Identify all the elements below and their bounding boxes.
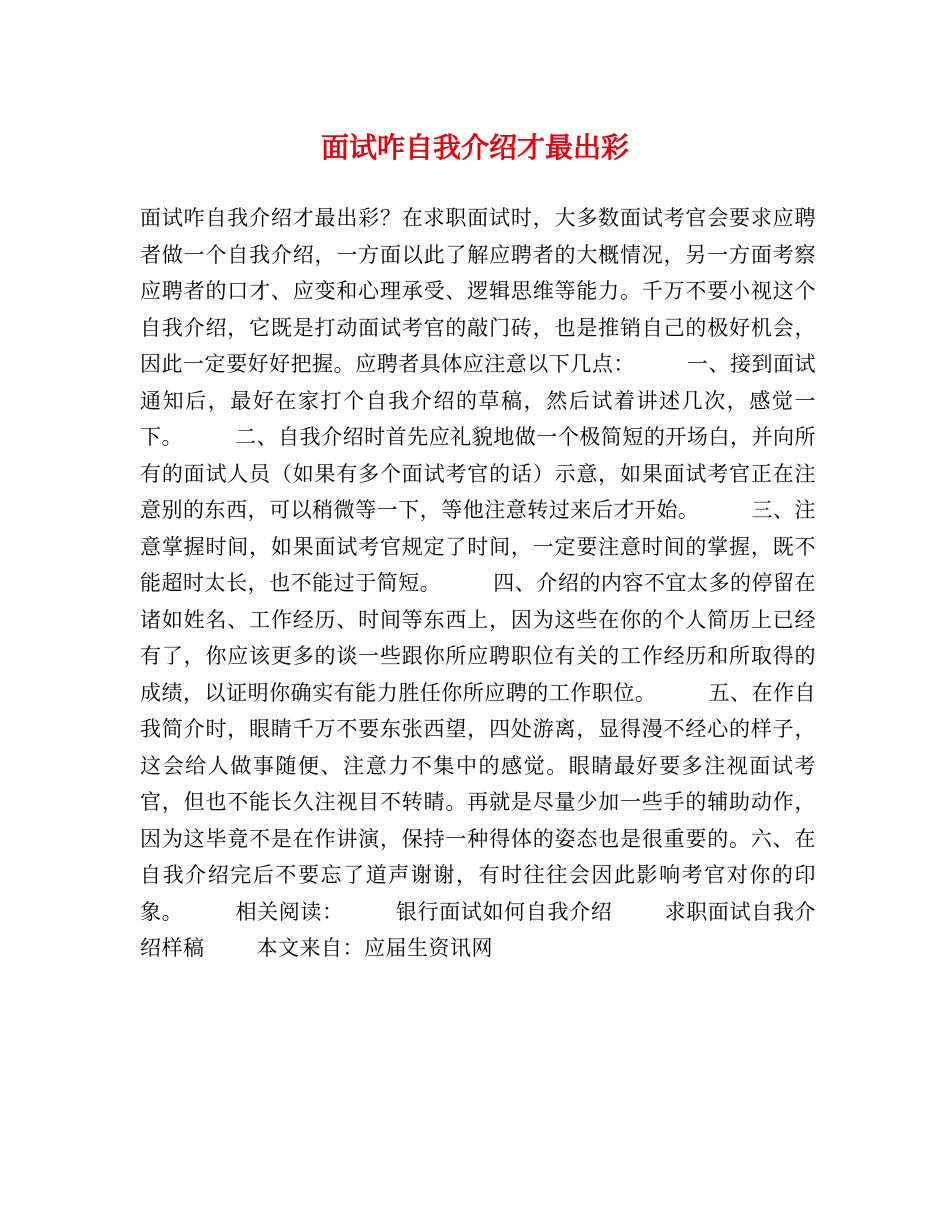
related-link-bank-interview[interactable]: 银行面试如何自我介绍 (395, 899, 613, 924)
point-four: 四、介绍的内容不宜太多的停留在诸如姓名、工作经历、时间等东西上，因为这些在你的个人简历上已经有了，你应该更多的谈一些跟你所应聘职位有关的工作经历和所取得的成绩，以证明你确实有能力胜任你所应聘的工作职位。 (140, 571, 817, 705)
related-reading-label: 相关阅读： (235, 899, 344, 924)
point-two: 二、自我介绍时首先应礼貌地做一个极简短的开场白，并向所有的面试人员（如果有多个面试考官的话）示意，如果面试考官正在注意别的东西，可以稍微等一下，等他注意转过来后才开始。 (140, 425, 817, 522)
source-note: 本文来自：应届生资讯网 (256, 936, 493, 960)
intro-paragraph: 面试咋自我介绍才最出彩？在求职面试时，大多数面试考官会要求应聘者做一个自我介绍，一方面以此了解应聘者的大概情况，另一方面考察应聘者的口才、应变和心理承受、逻辑思维等能力。千万不要小视这个自我介绍，它既是打动面试考官的敲门砖，也是推销自己的极好机会，因此一定要好好把握。应聘者具体应注意以下几点： (140, 206, 816, 376)
point-three: 三、注意掌握时间，如果面试考官规定了时间，一定要注意时间的掌握，既不能超时太长，也不能过于简短。 (140, 498, 817, 595)
article-body (140, 200, 816, 967)
related-link-interview-sample[interactable]: 求职面试自我介绍样稿 (140, 899, 817, 960)
point-five-six: 五、在作自我简介时，眼睛千万不要东张西望，四处游离，显得漫不经心的样子，这会给人做事随便、注意力不集中的感觉。眼睛最好要多注视面试考官，但也不能长久注视目不转睛。再就是尽量少加一些手的辅助动作，因为这毕竟不是在作讲演，保持一种得体的姿态也是很重要的。六、在自我介绍完后不要忘了道声谢谢，有时往往会因此影响考官对你的印象。 (140, 680, 817, 924)
page-title: 面试咋自我介绍才最出彩 (320, 131, 629, 164)
point-one: 一、接到面试通知后，最好在家打个自我介绍的草稿，然后试着讲述几次，感觉一下。 (140, 352, 817, 449)
